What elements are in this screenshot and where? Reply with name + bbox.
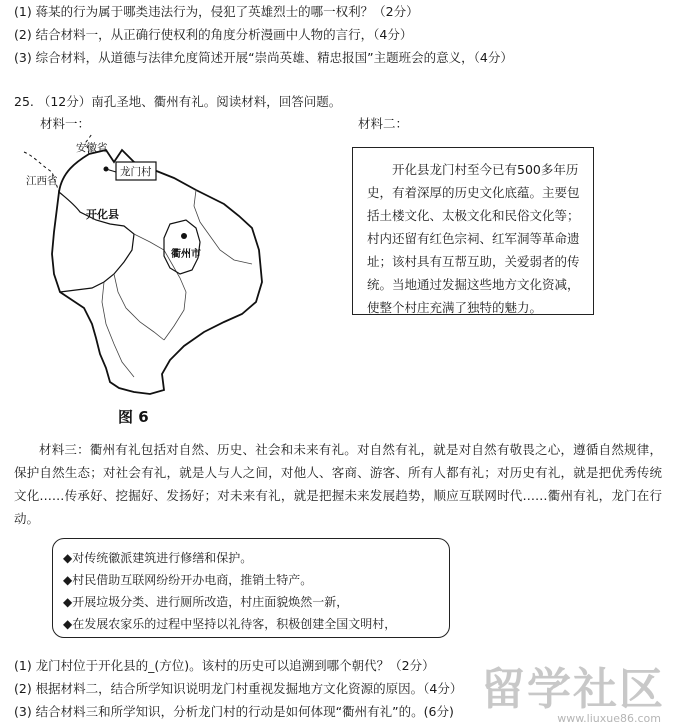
material-2-label: 材料二： [358, 116, 409, 131]
sub-question-2: (2) 根据材料二，结合所学知识说明龙门村重视发掘地方文化资源的原因。（4分） [14, 681, 463, 696]
map-figure [14, 132, 304, 432]
action-item: ◆对传统徽派建筑进行修缮和保护。 [63, 551, 253, 565]
figure-caption: 图 6 [118, 408, 149, 426]
question-3: (3) 综合材料，从道德与法律允度简述开展“崇尚英雄、精忠报国”主题班会的意义，（4分） [14, 50, 513, 65]
material-3-text: 材料三：衢州有礼包括对自然、历史、社会和未来有礼。对自然有礼，就是对自然有敬畏之心，遵循自然规律，保护自然生态；对社会有礼，就是人与人之间，对他人、客商、游客、所有人都有礼；对历史有礼，就是把优秀传统文化……传承好、挖掘好、发扬好；对未来有礼，就是把握未来发展趋势，顺应互联网时代……衢州有礼，龙门在行动。 [14, 442, 662, 526]
material-2-box [352, 147, 594, 315]
material-2-text: 开化县龙门村至今已有500多年历史，有着深厚的历史文化底蕴。主要包括土楼文化、太极文化和民俗文化等；村内还留有红色宗祠、红军洞等革命遗址；该村具有互帮互助，关爱弱者的传统。当地通过发掘这些地方文化资减，使整个村庄充满了独特的魅力。 [367, 162, 580, 315]
county-line-d [102, 282, 134, 377]
kaihua-label: 开化县 [86, 208, 119, 221]
quzhou-region-outline [52, 150, 262, 394]
watermark-brand: 留学社区 [481, 664, 665, 715]
county-map [14, 132, 304, 432]
watermark [481, 664, 665, 725]
sub-question-3: (3) 结合材料三和所学知识，分析龙门村的行动是如何体现“衢州有礼”的。(6分) [14, 704, 454, 719]
county-line-c [114, 274, 164, 340]
action-item: ◆在发展农家乐的过程中坚持以礼待客，积极创建全国文明村， [63, 617, 397, 631]
jiangxi-label: 江西省 [26, 175, 58, 187]
action-item: ◆村民借助互联网纷纷开办电商，推销土特产。 [63, 573, 313, 587]
longmen-label: 龙门村 [120, 166, 152, 178]
sub-question-1: (1) 龙门村位于开化县的_(方位)。该村的历史可以追溯到哪个朝代？（2分） [14, 658, 435, 673]
quzhou-label: 衢州市 [171, 249, 201, 260]
kaihua-county-boundary [59, 192, 134, 292]
actions-box [52, 538, 450, 638]
question-2: (2) 结合材料一，从正确行使权利的角度分析漫画中人物的言行，（4分） [14, 27, 413, 42]
question-1: (1) 蒋某的行为属于哪类违法行为，侵犯了英雄烈士的哪一权利？（2分） [14, 4, 419, 19]
question-25-header: 25. （12分）南孔圣地、衢州有礼。阅读材料，回答问题。 [14, 94, 342, 109]
quzhou-city-dot [181, 233, 187, 239]
watermark-url: www.liuxue86.com [557, 712, 661, 725]
anhui-label: 安徽省 [76, 142, 108, 154]
action-item: ◆开展垃圾分类、进行厕所改造，村庄面貌焕然一新， [63, 595, 349, 609]
material-3 [14, 438, 662, 530]
material-1-label: 材料一： [40, 116, 91, 131]
quzhou-city-outline [164, 220, 200, 274]
county-line-b [194, 190, 252, 264]
